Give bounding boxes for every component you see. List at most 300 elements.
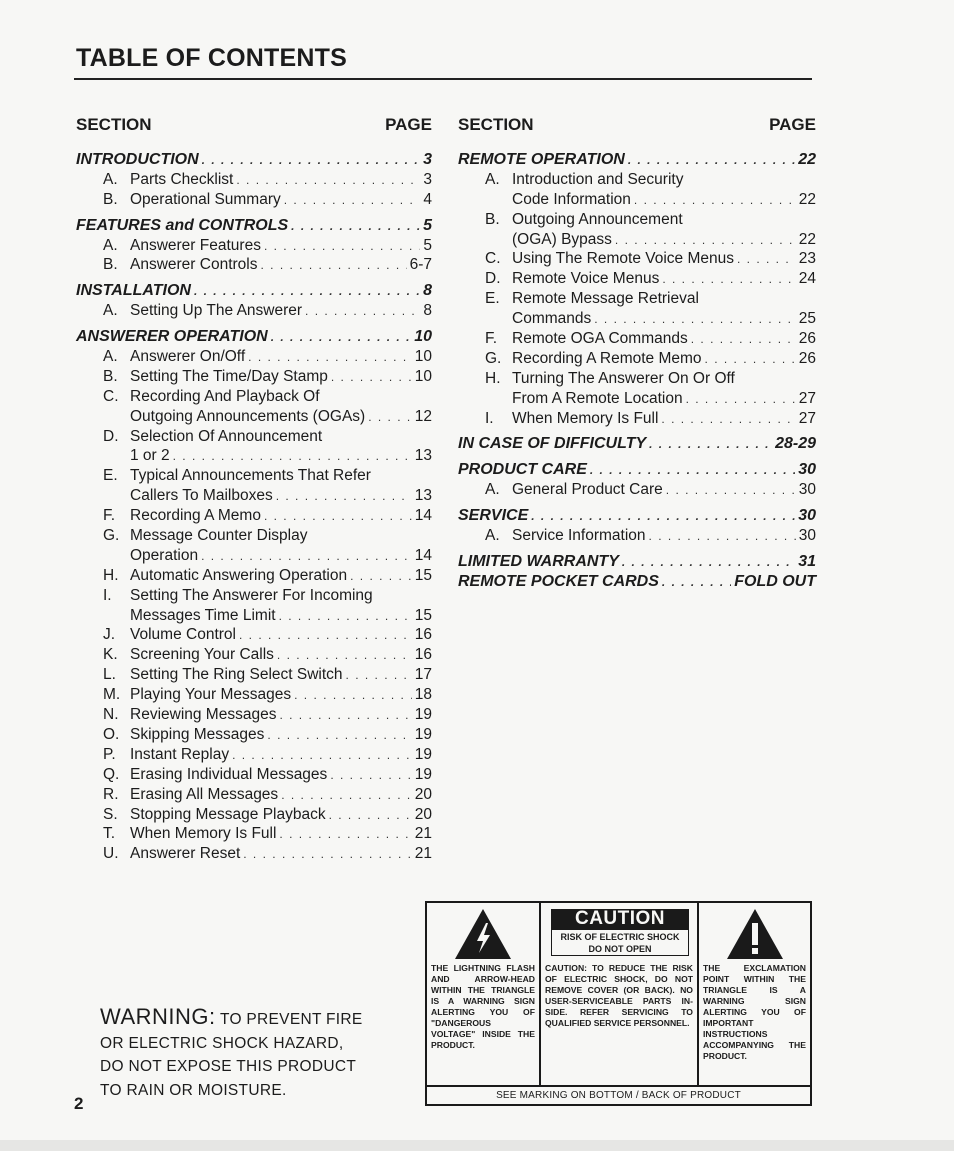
toc-entry [76,236,432,256]
warning-notice [100,1005,420,1102]
toc-entry-letter: F. [103,507,116,525]
toc-entry-text: Setting The Time/Day Stamp [130,367,328,385]
toc-entry-label [103,236,261,256]
toc-page-number: 14 [414,546,432,564]
toc-entry [76,685,432,705]
toc-entry [76,745,432,765]
toc-entry-label [103,665,343,685]
dot-leader [236,171,420,191]
dot-leader [202,151,420,171]
toc-entry-label [130,546,198,566]
toc-entry-text: REMOTE POCKET CARDS [458,572,659,590]
toc-page-number: 16 [414,626,432,644]
caution-banner: CAUTION [551,909,689,929]
toc-entry [458,389,816,409]
toc-entry-label [76,281,191,301]
toc-entry [76,301,432,321]
toc-entry-label [103,824,276,844]
toc-entry [76,645,432,665]
toc-entry-label [103,506,261,526]
dot-leader [279,607,412,627]
caution-footer: SEE MARKING ON BOTTOM / BACK OF PRODUCT [427,1085,810,1104]
toc-entry [458,329,816,349]
toc-entry [76,606,432,626]
toc-entry [76,387,432,407]
toc-entry-text: REMOTE OPERATION [458,151,625,168]
toc-entry-text: IN CASE OF DIFFICULTY [458,435,647,453]
section-label: SECTION [458,115,534,134]
toc-page-number: 5 [423,216,432,234]
toc-entry-text: 1 or 2 [130,447,170,465]
toc-entry-label [103,190,281,210]
toc-entry-text: Skipping Messages [130,725,265,743]
dot-leader [622,553,795,573]
toc-entry-letter: C. [103,387,119,405]
toc-entry [76,665,432,685]
toc-entry-text: Remote OGA Commands [512,330,688,348]
warning-line-1: TO PREVENT FIRE [219,1011,363,1028]
toc-entry-letter: K. [103,646,118,664]
toc-entry-text: Message Counter Display [130,527,308,545]
toc-entry-letter: G. [485,349,502,367]
lightning-text: THE LIGHTNING FLASH AND ARROW-HEAD WITHIN THE TRIANGLE IS A WARNING SIGN ALERTING YOU OF "DANGEROUS VOLTAGE" INSIDE THE PRODUCT. [431,963,535,1050]
toc-page-number: 24 [798,270,816,288]
toc-entry-label [130,606,276,626]
toc-entry-label [103,347,245,367]
toc-entry-label [458,572,659,592]
toc-entry-text: Setting The Ring Select Switch [130,666,343,684]
toc-entry-label [76,150,199,170]
dot-leader [281,786,412,806]
toc-entries [76,150,432,864]
warning-line-4: TO RAIN OR MOISTURE. [100,1081,287,1099]
dot-leader [294,686,412,706]
toc-entry [76,824,432,844]
toc-entry [76,765,432,785]
toc-entry-label [103,466,371,486]
toc-entry-label [458,506,528,526]
toc-entry-label [103,255,258,275]
exclamation-triangle-icon [725,907,785,961]
toc-section-heading [76,150,432,170]
toc-page-number: 10 [414,328,432,346]
toc-entries [458,150,816,592]
toc-section-heading [458,150,816,170]
warning-lead: WARNING: [100,1004,216,1029]
exclamation-panel [699,903,810,1085]
toc-entry-text: (OGA) Bypass [512,230,612,248]
toc-entry [76,466,432,486]
toc-entry-text: Answerer On/Off [130,348,246,366]
toc-entry-label [512,230,612,250]
toc-section-heading [458,506,816,526]
toc-entry-label [485,369,735,389]
dot-leader [291,217,420,237]
dot-leader [239,626,412,646]
toc-entry-letter: N. [103,706,119,724]
toc-entry [458,190,816,210]
toc-entry-text: When Memory Is Full [512,409,659,427]
toc-entry-label [130,486,273,506]
toc-entry [76,190,432,210]
toc-page-number: 19 [414,765,432,783]
toc-page-number: 13 [414,487,432,505]
toc-entry-letter: B. [103,190,118,208]
toc-entry-letter: D. [103,427,119,445]
dot-leader [330,766,411,786]
dot-leader [261,256,407,276]
toc-page-number: 12 [414,407,432,425]
dot-leader [243,845,411,865]
toc-entry-text: Remote Message Retrieval [512,290,699,308]
toc-entry-label [130,446,170,466]
dot-leader [271,328,411,348]
toc-page-number: 8 [423,302,432,320]
toc-entry-label [512,389,683,409]
toc-entry [76,347,432,367]
toc-entry-letter: I. [485,409,494,427]
toc-entry-letter: A. [103,348,118,366]
toc-entry-label [103,625,236,645]
toc-entry-label [103,645,274,665]
toc-entry-text: Answerer Reset [130,845,241,863]
toc-entry-text: Erasing All Messages [130,785,279,803]
toc-entry-letter: R. [103,785,119,803]
section-label: SECTION [76,115,152,134]
dot-leader [276,487,412,507]
dot-leader [649,527,796,547]
toc-entry-text: INSTALLATION [76,282,191,300]
dot-leader [649,435,772,455]
toc-entry-text: Answerer Features [130,236,261,254]
toc-entry-label [76,216,288,236]
toc-entry-label [130,407,365,427]
toc-entry [458,369,816,389]
toc-left-column [76,112,432,864]
toc-entry [76,526,432,546]
toc-entry [76,367,432,387]
toc-entry-text: FEATURES and CONTROLS [76,216,289,234]
toc-entry-letter: J. [103,626,116,644]
toc-entry-label [485,210,683,230]
toc-entry-label [103,844,240,864]
toc-entry-letter: A. [103,236,118,254]
dot-leader [662,573,731,593]
toc-section-heading [458,552,816,572]
toc-entry-letter: A. [485,481,500,499]
toc-entry-letter: A. [485,527,500,545]
toc-entry-text: Introduction and Security [512,170,684,188]
toc-right-column [458,112,816,592]
toc-section-heading [76,327,432,347]
toc-entry [76,170,432,190]
toc-page-number: 22 [798,230,816,248]
caution-text: CAUTION: TO REDUCE THE RISK OF ELECTRIC SHOCK, DO NOT REMOVE COVER (OR BACK). NO USER-SERVICEABLE PARTS IN-SIDE. REFER SERVICING TO QUALIFIED SERVICE PERSONNEL. [545,963,693,1028]
caution-subbanner [551,929,689,956]
toc-entry-label [458,434,646,454]
toc-page-number: 15 [414,606,432,624]
toc-entry-text: Automatic Answering Operation [130,566,348,584]
dot-leader [284,191,421,211]
toc-entry-text: Selection Of Announcement [130,427,323,445]
toc-entry-text: Operational Summary [130,190,281,208]
dot-leader [594,310,796,330]
toc-entry-text: Using The Remote Voice Menus [512,250,734,268]
dot-leader [264,507,412,527]
toc-entry-letter: P. [103,745,116,763]
toc-entry-label [512,190,631,210]
toc-entry-text: PRODUCT CARE [458,461,587,479]
toc-entry-letter: O. [103,725,120,743]
dot-leader [691,330,796,350]
toc-section-heading [458,460,816,480]
toc-entry-text: Volume Control [130,626,236,644]
page-label: PAGE [385,115,432,134]
toc-entry-letter: H. [485,369,501,387]
dot-leader [267,726,411,746]
toc-entry-label [103,586,373,606]
dot-leader [305,302,420,322]
toc-entry-text: From A Remote Location [512,389,683,407]
toc-entry-text: When Memory Is Full [130,825,277,843]
toc-entry-letter: A. [485,170,500,188]
toc-page-number: 18 [414,686,432,704]
toc-entry [458,526,816,546]
toc-entry-text: Playing Your Messages [130,686,292,704]
toc-entry-letter: A. [103,302,118,320]
dot-leader [531,507,795,527]
toc-entry-text: Operation [130,546,199,564]
toc-page-number: 22 [798,190,816,208]
toc-page-number: 30 [798,461,816,479]
toc-entry [458,289,816,309]
toc-entry [458,249,816,269]
toc-entry-label [458,552,619,572]
toc-entry-letter: E. [103,467,118,485]
dot-leader [634,191,796,211]
toc-entry-label [485,269,659,289]
toc-column-header [458,112,816,138]
toc-entry [76,546,432,566]
dot-leader [173,447,412,467]
toc-entry-letter: A. [103,170,118,188]
toc-entry-label [485,409,658,429]
dot-leader [737,250,796,270]
toc-entry-letter: B. [103,367,118,385]
toc-entry-label [485,249,734,269]
toc-section-heading [458,572,816,592]
dot-leader [201,547,412,567]
caution-sub-1: RISK OF ELECTRIC SHOCK [560,932,680,942]
toc-entry-text: Recording A Remote Memo [512,349,702,367]
toc-page-number: 28-29 [775,435,816,453]
warning-line-2: OR ELECTRIC SHOCK HAZARD, [100,1034,344,1052]
toc-page-number: 16 [414,646,432,664]
toc-entry-letter: C. [485,250,501,268]
caution-sub-2: DO NOT OPEN [588,944,652,954]
toc-page-number: 10 [414,367,432,385]
toc-entry-label [103,705,276,725]
toc-entry-text: Remote Voice Menus [512,270,660,288]
toc-entry [458,480,816,500]
exclamation-text: THE EXCLAMATION POINT WITHIN THE TRIANGLE IS A WARNING SIGN ALERTING YOU OF IMPORTANT INSTRUCTIONS ACCOMPANYING THE PRODUCT. [703,963,806,1061]
toc-page-number: 21 [414,825,432,843]
toc-entry-text: Outgoing Announcement [512,210,683,228]
dot-leader [279,825,411,845]
dot-leader [232,746,412,766]
dot-leader [590,461,795,481]
toc-page-number: FOLD OUT [734,572,816,590]
toc-entry [76,705,432,725]
toc-entry-label [485,170,683,190]
toc-entry-label [103,367,328,387]
toc-page-number: 30 [798,507,816,525]
toc-entry [76,625,432,645]
toc-page-number: 25 [798,310,816,328]
toc-page-number: 27 [798,389,816,407]
toc-page-number: 26 [798,330,816,348]
toc-entry-text: Recording A Memo [130,507,261,525]
toc-entry-letter: U. [103,845,119,863]
toc-entry-label [103,805,326,825]
caution-label-box [425,901,812,1106]
toc-entry-text: Service Information [512,527,646,545]
toc-entry-label [103,745,229,765]
dot-leader [264,237,420,257]
toc-entry-label [76,327,268,347]
toc-page-number: 19 [414,725,432,743]
toc-page-number: 14 [414,507,432,525]
toc-entry-label [103,301,302,321]
toc-page-number: 19 [414,745,432,763]
toc-entry-label [512,309,591,329]
toc-entry [76,506,432,526]
toc-entry-text: Typical Announcements That Refer [130,467,371,485]
dot-leader [331,368,412,388]
toc-entry-letter: H. [103,566,119,584]
toc-column-header [76,112,432,138]
toc-page-number: 20 [414,805,432,823]
toc-entry [458,409,816,429]
dot-leader [686,390,796,410]
toc-entry-label [485,526,646,546]
toc-entry [76,566,432,586]
toc-entry-text: Setting Up The Answerer [130,302,303,320]
toc-entry-label [103,785,278,805]
toc-entry [76,486,432,506]
toc-entry [76,586,432,606]
toc-section-heading [76,281,432,301]
toc-section-heading [76,216,432,236]
toc-entry-label [485,349,702,369]
toc-entry-label [103,765,327,785]
toc-page-number: 20 [414,785,432,803]
toc-entry-text: Parts Checklist [130,170,234,188]
toc-entry-text: Outgoing Announcements (OGAs) [130,407,366,425]
toc-page-number: 13 [414,447,432,465]
toc-page-number: 30 [798,527,816,545]
toc-entry [458,309,816,329]
lightning-triangle-icon [453,907,513,961]
toc-page-number: 19 [414,706,432,724]
toc-entry-text: ANSWERER OPERATION [76,328,268,346]
toc-entry-label [458,460,587,480]
toc-entry-text: Answerer Controls [130,256,258,274]
caution-panel [541,903,699,1085]
lightning-panel [427,903,541,1085]
toc-entry [76,446,432,466]
toc-entry-label [103,685,291,705]
toc-entry-letter: I. [103,586,112,604]
toc-entry [458,269,816,289]
toc-entry [458,210,816,230]
toc-entry-text: Messages Time Limit [130,606,276,624]
toc-entry-text: Recording And Playback Of [130,387,320,405]
title-rule [74,78,812,80]
toc-entry-text: Setting The Answerer For Incoming [130,586,373,604]
toc-page-number: 22 [798,151,816,168]
dot-leader [279,706,411,726]
toc-entry-letter: S. [103,805,118,823]
toc-page-number: 15 [414,566,432,584]
toc-page-number: 27 [798,409,816,427]
toc-entry-text: INTRODUCTION [76,151,199,168]
toc-entry-label [103,427,322,447]
dot-leader [628,151,795,171]
toc-entry-label [103,387,320,407]
toc-page-number: 31 [798,552,816,570]
toc-entry-label [103,526,307,546]
toc-entry-letter: G. [103,527,120,545]
dot-leader [368,408,412,428]
toc-entry-label [485,289,699,309]
toc-entry-letter: Q. [103,765,120,783]
toc-entry-text: Erasing Individual Messages [130,765,328,783]
toc-entry [76,427,432,447]
toc-entry [458,170,816,190]
toc-entry [76,844,432,864]
toc-entry-letter: D. [485,270,501,288]
warning-line-3: DO NOT EXPOSE THIS PRODUCT [100,1058,357,1075]
dot-leader [705,350,796,370]
toc-entry-letter: M. [103,686,121,704]
toc-page-number: 3 [423,151,432,168]
toc-entry-text: SERVICE [458,507,529,525]
dot-leader [615,231,796,251]
toc-entry-letter: F. [485,330,498,348]
toc-entry-text: Turning The Answerer On Or Off [512,369,735,387]
toc-page-number: 17 [414,666,432,684]
toc-page-number: 30 [798,481,816,499]
toc-entry-text: Screening Your Calls [130,646,274,664]
toc-page-number: 26 [798,349,816,367]
toc-entry-text: Callers To Mailboxes [130,487,273,505]
toc-entry-letter: T. [103,825,116,843]
toc-entry-label [458,150,625,170]
dot-leader [248,348,412,368]
toc-entry-label [485,329,688,349]
toc-entry [76,407,432,427]
toc-entry-label [103,725,264,745]
page-title: TABLE OF CONTENTS [76,44,347,72]
toc-entry-label [103,566,347,586]
dot-leader [661,410,795,430]
dot-leader [277,646,412,666]
toc-entry [458,349,816,369]
toc-page-number: 3 [423,170,432,188]
dot-leader [666,481,796,501]
toc-entry-text: Code Information [512,190,631,208]
